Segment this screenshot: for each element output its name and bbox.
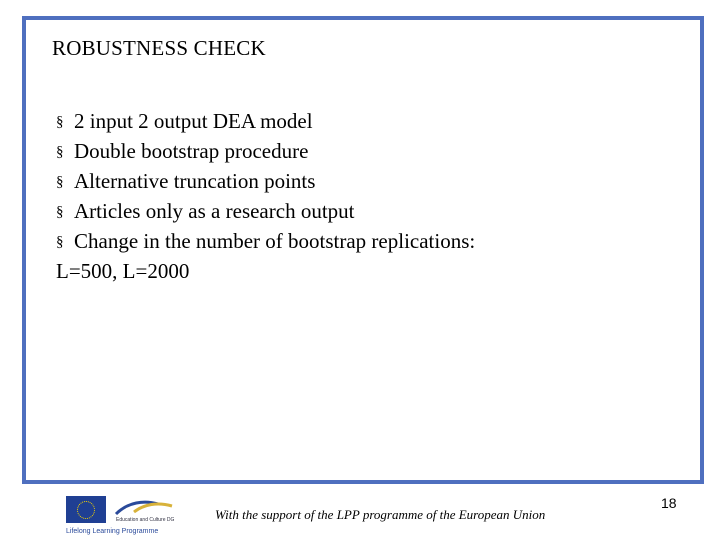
slide-title: ROBUSTNESS CHECK bbox=[52, 36, 266, 60]
bullet-item bbox=[56, 197, 676, 227]
programme-logos bbox=[62, 494, 190, 538]
bullet-item bbox=[56, 227, 676, 257]
bullet-marker: § bbox=[56, 234, 64, 250]
bullet-marker: § bbox=[56, 204, 64, 220]
llp-swoosh-icon bbox=[114, 498, 174, 516]
page-number: 18 bbox=[661, 495, 677, 511]
bullet-text: Articles only as a research output bbox=[74, 199, 355, 223]
bullet-continuation: L=500, L=2000 bbox=[56, 259, 190, 283]
bullet-marker: § bbox=[56, 114, 64, 130]
bullet-text: Alternative truncation points bbox=[74, 169, 316, 193]
bullet-text: Double bootstrap procedure bbox=[74, 139, 309, 163]
eu-flag-icon bbox=[66, 496, 106, 523]
bullet-text: Change in the number of bootstrap replications: bbox=[74, 229, 476, 253]
bullet-item bbox=[56, 167, 676, 197]
bullet-text: 2 input 2 output DEA model bbox=[74, 109, 313, 133]
bullet-marker: § bbox=[56, 174, 64, 190]
logo-caption: Education and Culture DG bbox=[116, 517, 175, 523]
bullet-item bbox=[56, 137, 676, 167]
programme-name: Lifelong Learning Programme bbox=[66, 528, 159, 535]
bullet-list bbox=[56, 107, 676, 286]
bullet-item bbox=[56, 107, 676, 137]
bullet-marker: § bbox=[56, 144, 64, 160]
support-statement: With the support of the LPP programme of the European Union bbox=[215, 507, 546, 522]
